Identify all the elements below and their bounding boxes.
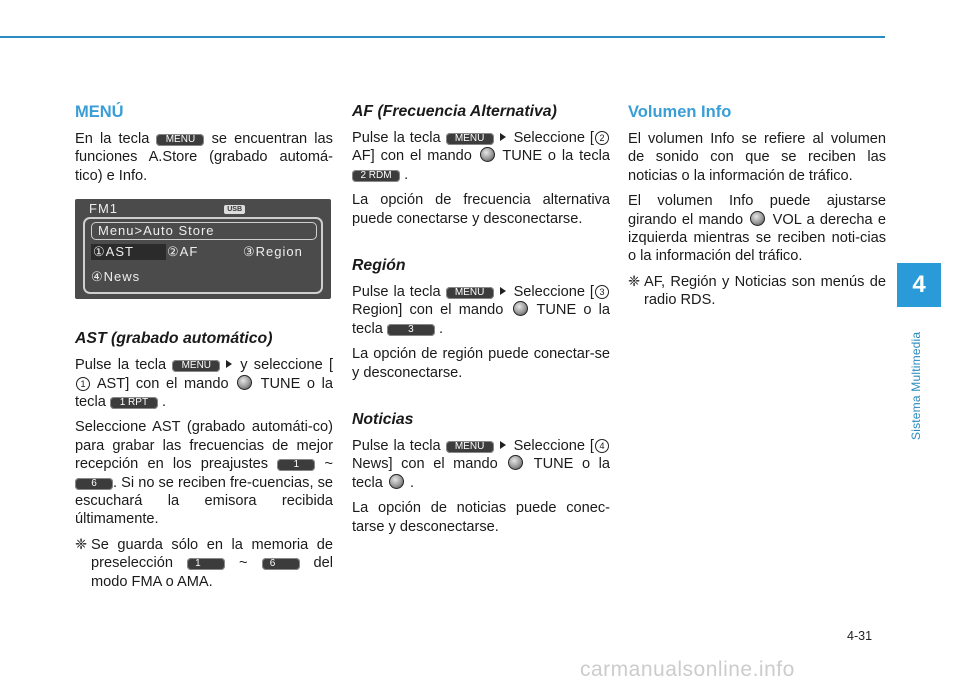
- volume-info-heading: Volumen Info: [628, 103, 732, 121]
- radio-display-image: [75, 199, 331, 299]
- arrow-right-icon: [500, 133, 506, 141]
- region-paragraph: Pulse la tecla MENU Seleccione [ 3 Region] con el mando TUNE o la tecla 3 .: [352, 284, 611, 337]
- arrow-right-icon: [500, 287, 506, 295]
- menu-key: MENU: [446, 441, 494, 453]
- menu-key: MENU: [156, 134, 204, 146]
- region-description: La opción de región puede conectar-se y desconectarse.: [352, 346, 610, 381]
- middle-column: [352, 102, 610, 543]
- preset-1-key: 1: [187, 558, 225, 570]
- rpt-key: 1 RPT: [110, 397, 158, 409]
- af-heading: AF (Frecuencia Alternativa): [352, 103, 557, 120]
- ast-note: ❈ Se guarda sólo en la memoria de preselección 1 ~ 6 del modo FMA o AMA.: [75, 536, 334, 590]
- preset-1-key: 1: [277, 459, 315, 471]
- display-menu-title: Menu>Auto Store: [91, 222, 317, 240]
- vol-knob-icon: [750, 211, 765, 226]
- preset-6-key: 6: [75, 478, 113, 490]
- menu-paragraph: En la tecla MENU se encuentran las funciones A.Store (grabado automá-tico) e Info.: [75, 131, 333, 184]
- ast-description: Seleccione AST (grabado automáti-co) para grabar las frecuencias de mejor recepción en los preajustes 1 ~ 6 . Si no se reciben fre-cuencias, se escuchará la emisora recibida últimamente.: [75, 419, 334, 528]
- volume-info-paragraph: El volumen Info se refiere al volumen de sonido con que se reciben las noticias o la información de tráfico.: [628, 131, 886, 184]
- circled-1-icon: 1: [76, 377, 90, 391]
- preset-6-key: 6: [262, 558, 300, 570]
- tune-knob-icon: [480, 147, 495, 162]
- right-column: [628, 102, 886, 317]
- watermark: carmanualsonline.info: [580, 658, 795, 681]
- tune-knob-icon: [513, 301, 528, 316]
- display-menu-panel: [83, 217, 323, 294]
- tune-knob-icon: [508, 455, 523, 470]
- af-description: La opción de frecuencia alternativa puede conectarse y desconectarse.: [352, 192, 610, 227]
- page-number: 4-31: [847, 629, 873, 643]
- region-heading: Región: [352, 257, 406, 275]
- menu-key: MENU: [446, 287, 494, 299]
- note-symbol-icon: ❈: [75, 536, 88, 553]
- tune-knob-icon: [389, 474, 404, 489]
- circled-3-icon: 3: [595, 285, 609, 299]
- note-symbol-icon: ❈: [628, 273, 641, 290]
- ast-paragraph: Pulse la tecla MENU y seleccione [1 AST] con el mando TUNE o la tecla 1 RPT .: [75, 357, 334, 411]
- menu-key: MENU: [172, 360, 220, 372]
- display-option-region: ③Region: [243, 244, 303, 260]
- rdm-key: 2 RDM: [352, 170, 400, 182]
- menu-key: MENU: [446, 133, 494, 145]
- section-title: Sistema Multimedia: [909, 331, 923, 440]
- display-usb-badge: USB: [224, 205, 245, 214]
- circled-4-icon: 4: [595, 439, 609, 453]
- left-column: [75, 102, 333, 598]
- volume-info-adjust: El volumen Info puede ajustarse girando el mando VOL a derecha e izquierda mientras se reciben noti-cias o la información del tráfico.: [628, 193, 887, 265]
- arrow-right-icon: [226, 360, 232, 368]
- preset-3-key: 3: [387, 324, 435, 336]
- ast-heading: AST (grabado automático): [75, 330, 273, 348]
- tune-knob-icon: [237, 375, 252, 390]
- display-option-ast: ①AST: [91, 244, 166, 260]
- news-heading: Noticias: [352, 411, 414, 429]
- news-description: La opción de noticias puede conec-tarse y desconectarse.: [352, 500, 610, 535]
- top-rule: [0, 36, 885, 38]
- rds-note: ❈ AF, Región y Noticias son menús de radio RDS.: [628, 273, 886, 309]
- menu-heading: MENÚ: [75, 103, 124, 121]
- arrow-right-icon: [500, 441, 506, 449]
- news-paragraph: Pulse la tecla MENU Seleccione [ 4 News] con el mando TUNE o la tecla .: [352, 438, 610, 491]
- display-option-af: ②AF: [167, 244, 199, 260]
- circled-2-icon: 2: [595, 131, 609, 145]
- display-band: FM1: [89, 201, 118, 217]
- section-number-tab: 4: [897, 263, 941, 307]
- af-paragraph: Pulse la tecla MENU Seleccione [ 2 AF] con el mando TUNE o la tecla 2 RDM .: [352, 130, 610, 183]
- display-option-news: ④News: [91, 269, 141, 285]
